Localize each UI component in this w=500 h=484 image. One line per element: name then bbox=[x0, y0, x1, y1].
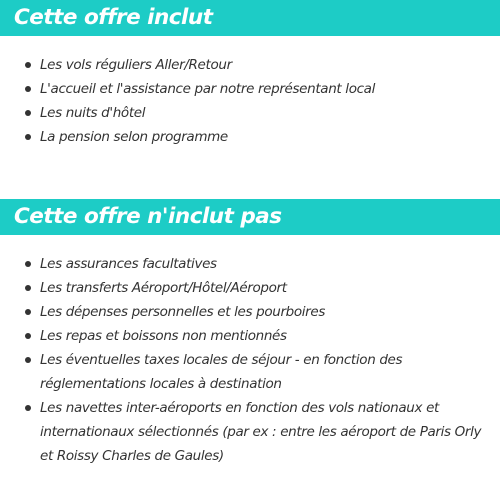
list-item bbox=[0, 348, 495, 396]
excluded-header bbox=[0, 199, 500, 235]
list-item-text: Les assurances facultatives bbox=[40, 256, 217, 272]
list-item bbox=[0, 77, 495, 101]
bullet-icon bbox=[25, 134, 31, 140]
list-item bbox=[0, 101, 495, 125]
list-item bbox=[0, 125, 495, 149]
list-item-text: Les repas et boissons non mentionnés bbox=[40, 328, 287, 344]
list-item-text: Les nuits d'hôtel bbox=[40, 105, 146, 121]
bullet-icon bbox=[25, 405, 31, 411]
list-item-text: L'accueil et l'assistance par notre représentant local bbox=[40, 81, 376, 97]
list-item bbox=[0, 53, 495, 77]
included-list bbox=[0, 53, 495, 149]
bullet-icon bbox=[25, 62, 31, 68]
list-item-text: Les dépenses personnelles et les pourboires bbox=[40, 304, 326, 320]
list-item bbox=[0, 396, 495, 468]
list-item-text: Les transferts Aéroport/Hôtel/Aéroport bbox=[40, 280, 287, 296]
excluded-section bbox=[0, 199, 500, 464]
included-section bbox=[0, 0, 500, 145]
bullet-icon bbox=[25, 285, 31, 291]
list-item bbox=[0, 300, 495, 324]
included-header bbox=[0, 0, 500, 36]
list-item bbox=[0, 252, 495, 276]
list-item-text: Les vols réguliers Aller/Retour bbox=[40, 57, 232, 73]
list-item bbox=[0, 276, 495, 300]
bullet-icon bbox=[25, 309, 31, 315]
bullet-icon bbox=[25, 333, 31, 339]
list-item bbox=[0, 324, 495, 348]
excluded-list bbox=[0, 252, 495, 468]
excluded-title: Cette offre n'inclut pas bbox=[14, 204, 282, 229]
list-item-text: Les éventuelles taxes locales de séjour - en fonction des réglementations locales à destination bbox=[40, 352, 403, 392]
included-title: Cette offre inclut bbox=[14, 5, 213, 30]
bullet-icon bbox=[25, 357, 31, 363]
list-item-text: Les navettes inter-aéroports en fonction des vols nationaux et internationaux sélectionnés (par ex : entre les aéroport de Paris Orly et Roissy Charles de Gaules) bbox=[40, 400, 482, 464]
bullet-icon bbox=[25, 110, 31, 116]
bullet-icon bbox=[25, 86, 31, 92]
list-item-text: La pension selon programme bbox=[40, 129, 228, 145]
bullet-icon bbox=[25, 261, 31, 267]
